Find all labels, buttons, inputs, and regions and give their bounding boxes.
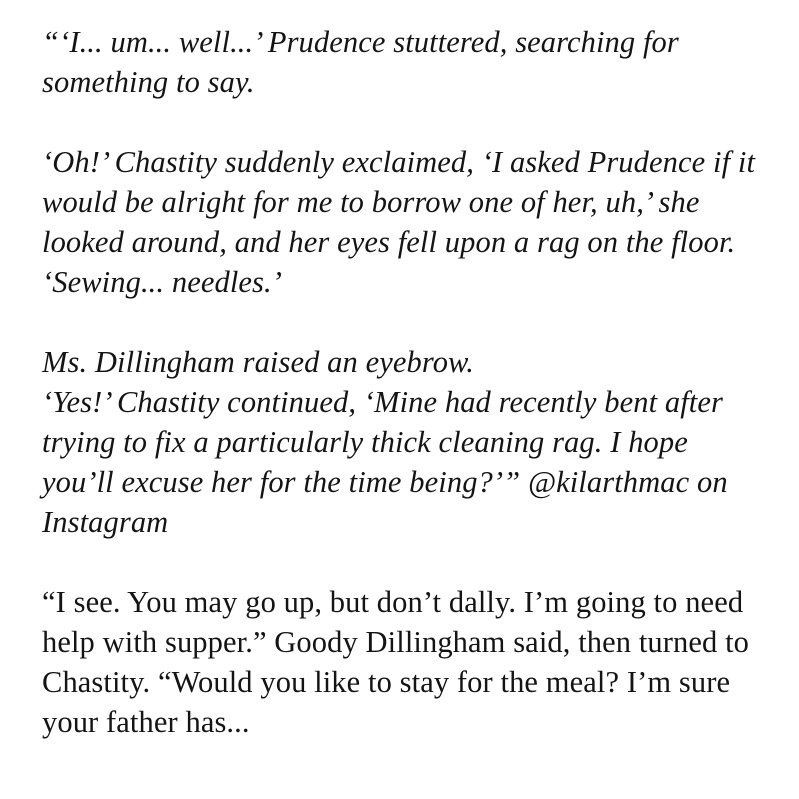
paragraph-1: “‘I... um... well...’ Prudence stuttered, searching for something to say. (42, 25, 679, 99)
paragraph-spacer (42, 302, 757, 342)
paragraph-spacer (42, 102, 757, 142)
paragraph-spacer (42, 542, 757, 582)
paragraph-2: ‘Oh!’ Chastity suddenly exclaimed, ‘I asked Prudence if it would be alright for me to borrow one of her, uh,’ she looked around, and her eyes fell upon a rag on the floor. ‘Sewing... needles.’ (42, 145, 756, 299)
paragraph-5: “I see. You may go up, but don’t dally. I’m going to need help with supper.” Goody Dillingham said, then turned to Chastity. “Would you like to stay for the meal? I’m sure your father has... (42, 585, 749, 739)
paragraph-3: Ms. Dillingham raised an eyebrow. (42, 345, 474, 379)
paragraph-4: ‘Yes!’ Chastity continued, ‘Mine had recently bent after trying to fix a particularly thick cleaning rag. I hope you’ll excuse her for the time being?’” @kilarthmac on Instagram (42, 385, 728, 539)
